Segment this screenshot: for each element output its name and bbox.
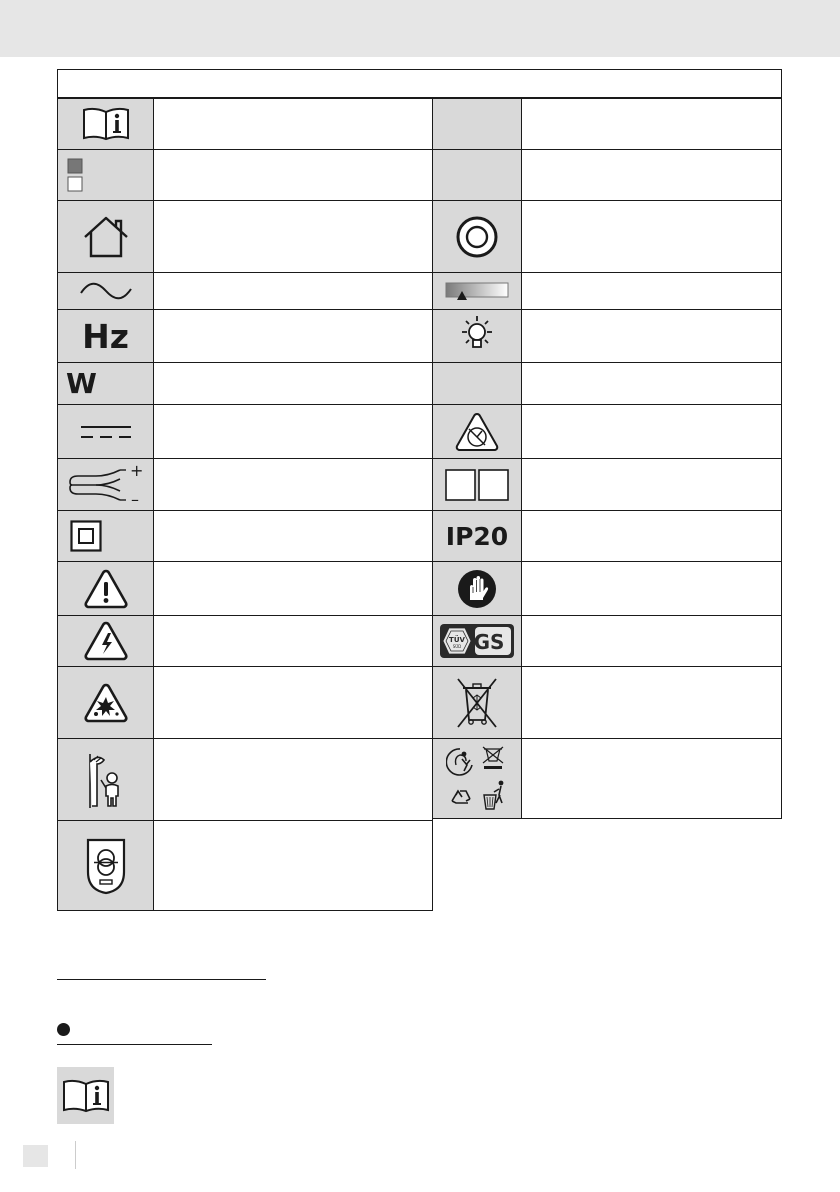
heading-bullet: [57, 1023, 70, 1036]
legend-icon-cell: [432, 272, 522, 310]
color-squares-icon: [66, 157, 86, 193]
legend-icon-cell: [432, 404, 522, 459]
legend-desc-cell: [153, 820, 433, 911]
legend-desc-cell: [521, 309, 782, 363]
legend-icon-cell: [57, 820, 154, 911]
direct-current-icon: [79, 422, 133, 442]
ring-symbol-icon: [455, 215, 499, 259]
legend-icon-cell: [57, 309, 154, 363]
two-boxes-icon: [444, 468, 510, 502]
legend-desc-cell: [153, 738, 433, 821]
tuv-label: TÜV: [449, 636, 465, 644]
legend-desc-cell: [521, 362, 782, 405]
crossed-bin-icon: [455, 676, 499, 730]
legend-icon-cell: [432, 738, 522, 819]
legend-icon-cell: [57, 458, 154, 511]
legend-desc-cell: [521, 615, 782, 667]
legend-desc-cell: [153, 458, 433, 511]
legend-desc-cell: [153, 309, 433, 363]
tuv-gs-certification-icon: [439, 623, 515, 659]
legend-icon-cell: [432, 98, 522, 150]
legend-desc-cell: [521, 738, 782, 819]
table-header-row: [57, 69, 782, 98]
legend-desc-cell: [521, 149, 782, 201]
legend-icon-cell: [57, 666, 154, 739]
child-safety-icon: [84, 748, 128, 812]
legend-desc-cell: [521, 458, 782, 511]
legend-icon-cell: [57, 272, 154, 310]
subsection-heading-underline: [57, 1044, 212, 1045]
legend-icon-cell: [57, 738, 154, 821]
footer-separator: [75, 1141, 76, 1169]
legend-icon-cell: [57, 200, 154, 273]
legend-icon-cell: [432, 666, 522, 739]
minus-sign: –: [130, 489, 139, 508]
legend-desc-cell: [521, 272, 782, 310]
light-bulb-icon: [455, 314, 499, 358]
legend-icon-cell: [57, 98, 154, 150]
legend-desc-cell: [153, 272, 433, 310]
legend-icon-cell: [432, 362, 522, 405]
gs-label: GS: [473, 630, 505, 654]
legend-icon-cell: [57, 561, 154, 616]
protection-class-ii-icon: [70, 520, 102, 552]
page-number-box: [23, 1145, 48, 1167]
legend-icon-cell: [432, 149, 522, 201]
legend-desc-cell: [153, 200, 433, 273]
page-header-band: [0, 0, 840, 57]
safety-transformer-icon: [84, 836, 128, 896]
hertz-symbol-icon: Hz: [82, 316, 129, 356]
legend-desc-cell: [153, 404, 433, 459]
sud-label: SÜD: [452, 644, 462, 649]
legend-icon-cell: [57, 404, 154, 459]
legend-desc-cell: [521, 666, 782, 739]
legend-desc-cell: [521, 510, 782, 562]
legend-icon-cell: [57, 510, 154, 562]
wear-gloves-icon: [457, 569, 497, 609]
legend-desc-cell: [153, 98, 433, 150]
electric-shock-icon: [84, 621, 128, 661]
legend-icon-cell: [57, 615, 154, 667]
legend-desc-cell: [153, 561, 433, 616]
indoor-house-icon: [81, 215, 131, 259]
legend-desc-cell: [521, 404, 782, 459]
read-manual-icon: [61, 1078, 111, 1114]
legend-desc-cell: [153, 362, 433, 405]
legend-icon-cell: [432, 510, 522, 562]
legend-desc-cell: [153, 510, 433, 562]
legend-icon-cell: [432, 458, 522, 511]
legend-icon-cell: [432, 615, 522, 667]
symbol-legend-table: [57, 69, 782, 911]
read-manual-icon: [81, 106, 131, 142]
recycling-disposal-icon: [446, 745, 508, 813]
watt-symbol-icon: W: [66, 367, 97, 400]
legend-icon-cell: [432, 200, 522, 273]
legend-desc-cell: [521, 98, 782, 150]
ip20-rating-icon: IP20: [445, 521, 509, 551]
polarity-cable-icon: [66, 462, 146, 508]
legend-desc-cell: [521, 200, 782, 273]
legend-desc-cell: [153, 615, 433, 667]
legend-icon-cell: [432, 309, 522, 363]
legend-desc-cell: [153, 666, 433, 739]
legend-icon-cell: [57, 149, 154, 201]
legend-icon-cell: [57, 362, 154, 405]
no-dimmer-icon: [455, 412, 499, 452]
bottom-icon-cell: [57, 1067, 114, 1124]
legend-icon-cell: [432, 561, 522, 616]
plus-sign: +: [129, 461, 143, 480]
legend-desc-cell: [153, 149, 433, 201]
section-heading-underline: [57, 979, 266, 980]
warning-triangle-icon: [84, 569, 128, 609]
alternating-current-icon: [79, 281, 133, 301]
brightness-slider-icon: [445, 281, 509, 301]
explosion-warning-icon: [84, 683, 128, 723]
legend-desc-cell: [521, 561, 782, 616]
